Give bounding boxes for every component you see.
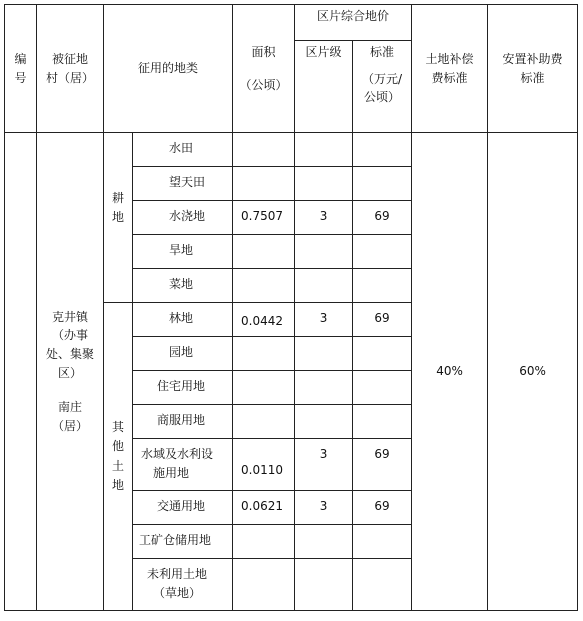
header-resettle: 安置补助费 标准 <box>488 5 578 133</box>
zone-level-value <box>295 133 353 167</box>
land-type-name: 水浇地 <box>133 201 233 235</box>
resettle-value: 60% <box>488 133 578 611</box>
header-village: 被征地 村（居） <box>37 5 104 133</box>
land-type-name: 菜地 <box>133 269 233 303</box>
area-value <box>233 167 295 201</box>
area-value: 0.0442 <box>233 303 295 337</box>
land-type-name: 交通用地 <box>133 491 233 525</box>
price-value <box>353 559 412 611</box>
price-value: 69 <box>353 201 412 235</box>
land-type-name: 水田 <box>133 133 233 167</box>
area-value: 0.0110 <box>233 439 295 491</box>
header-zone-level: 区片级 <box>295 41 353 133</box>
land-type-name: 住宅用地 <box>133 371 233 405</box>
zone-level-value <box>295 371 353 405</box>
header-area: 面积 （公顷） <box>233 5 295 133</box>
group-cultivated: 耕 地 <box>104 133 133 303</box>
zone-level-value <box>295 167 353 201</box>
village-cell: 克井镇 （办事 处、集聚 区） 南庄 （居） <box>37 133 104 611</box>
zone-level-value <box>295 235 353 269</box>
area-value <box>233 371 295 405</box>
zone-level-value <box>295 525 353 559</box>
header-id: 编 号 <box>5 5 37 133</box>
price-value <box>353 235 412 269</box>
price-value <box>353 371 412 405</box>
zone-level-value <box>295 559 353 611</box>
land-compensation-table <box>4 4 578 611</box>
land-type-name: 林地 <box>133 303 233 337</box>
land-type-name: 未利用土地 （草地） <box>133 559 233 611</box>
price-value <box>353 269 412 303</box>
header-land-comp: 土地补偿 费标准 <box>412 5 488 133</box>
area-value <box>233 405 295 439</box>
land-type-name: 商服用地 <box>133 405 233 439</box>
area-value <box>233 525 295 559</box>
header-standard: 标准 （万元/ 公顷） <box>353 41 412 133</box>
price-value: 69 <box>353 303 412 337</box>
header-price-group: 区片综合地价 <box>295 5 412 41</box>
price-value <box>353 167 412 201</box>
zone-level-value <box>295 405 353 439</box>
area-value <box>233 235 295 269</box>
area-value: 0.0621 <box>233 491 295 525</box>
land-type-name: 水域及水利设 施用地 <box>133 439 233 491</box>
zone-level-value: 3 <box>295 439 353 491</box>
price-value <box>353 337 412 371</box>
zone-level-value <box>295 337 353 371</box>
land-type-name: 望天田 <box>133 167 233 201</box>
zone-level-value <box>295 269 353 303</box>
area-value <box>233 269 295 303</box>
price-value: 69 <box>353 439 412 491</box>
price-value <box>353 525 412 559</box>
group-other: 其 他 土 地 <box>104 303 133 611</box>
land-type-name: 旱地 <box>133 235 233 269</box>
area-value <box>233 337 295 371</box>
land-type-name: 园地 <box>133 337 233 371</box>
area-value <box>233 559 295 611</box>
land-type-name: 工矿仓储用地 <box>133 525 233 559</box>
zone-level-value: 3 <box>295 491 353 525</box>
price-value <box>353 133 412 167</box>
land-comp-value: 40% <box>412 133 488 611</box>
price-value <box>353 405 412 439</box>
id-cell <box>5 133 37 611</box>
area-value <box>233 133 295 167</box>
header-land-type: 征用的地类 <box>104 5 233 133</box>
area-value: 0.7507 <box>233 201 295 235</box>
zone-level-value: 3 <box>295 201 353 235</box>
price-value: 69 <box>353 491 412 525</box>
zone-level-value: 3 <box>295 303 353 337</box>
